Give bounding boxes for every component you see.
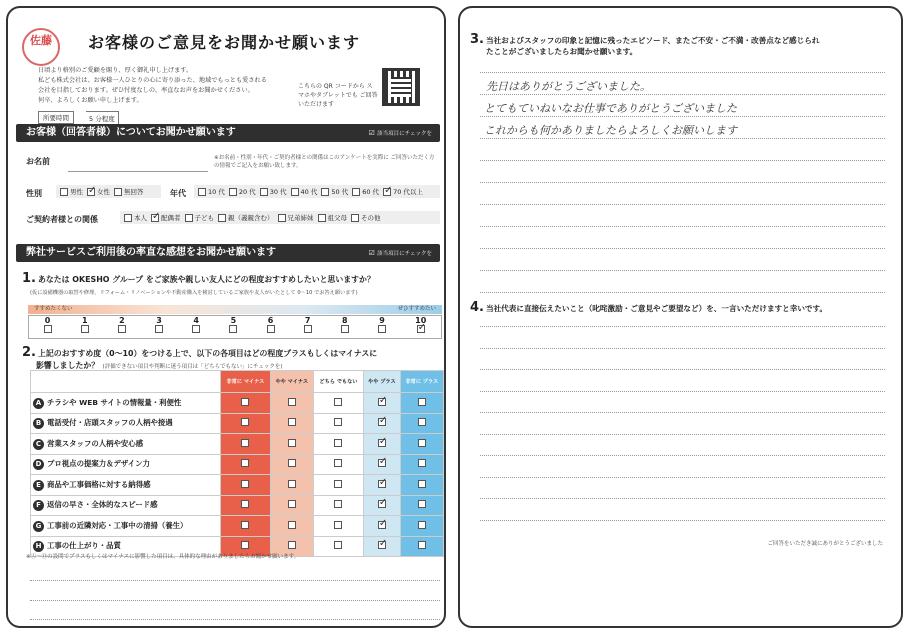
checkbox-icon[interactable] (383, 188, 391, 196)
option-item[interactable] (114, 187, 144, 196)
answer-line[interactable] (480, 326, 885, 327)
checkbox-icon[interactable] (192, 325, 200, 333)
rating-cell[interactable] (270, 434, 313, 455)
checkbox-icon[interactable] (378, 541, 386, 549)
rating-cell[interactable] (400, 434, 443, 455)
rating-cell[interactable] (364, 393, 401, 414)
table-row (31, 393, 444, 414)
option-label: 30 代 (269, 188, 287, 196)
scale-option[interactable] (118, 316, 126, 338)
answer-line[interactable] (480, 498, 885, 499)
answer-line[interactable] (480, 116, 885, 117)
option-label: 男性 (70, 188, 83, 196)
checkbox-icon[interactable] (288, 480, 296, 488)
scale-option[interactable] (341, 316, 349, 338)
rating-cell[interactable] (364, 475, 401, 496)
scale-option[interactable] (229, 316, 237, 338)
option-label: 子ども (194, 214, 214, 222)
checkbox-icon[interactable] (378, 459, 386, 467)
rating-cell[interactable] (221, 434, 271, 455)
checkbox-icon[interactable] (44, 325, 52, 333)
item-label-cell (31, 434, 221, 455)
table-row (31, 434, 444, 455)
answer-line[interactable] (480, 391, 885, 392)
name-label: お名前 (26, 157, 50, 166)
rating-cell[interactable] (270, 413, 313, 434)
footnote: ※Ⓐ〜Ⓗの設問でプラスもしくはマイナスに影響した項目は、具体的な理由がありましたらお聞かせ願います。 (26, 554, 300, 560)
option-item[interactable] (291, 187, 318, 196)
header-blank (31, 371, 221, 393)
item-letter-icon: H (33, 541, 44, 552)
page-title: お客様のご意見をお聞かせ願います (88, 33, 361, 52)
rating-cell[interactable] (221, 516, 271, 537)
q3-number: 3. (470, 32, 484, 47)
checkbox-icon[interactable] (378, 325, 386, 333)
scale-number: 8 (342, 316, 348, 325)
answer-line[interactable] (480, 434, 885, 435)
rating-cell[interactable] (364, 413, 401, 434)
answer-line[interactable] (480, 94, 885, 95)
item-label: チラシや WEB サイトの情報量・利便性 (47, 397, 182, 407)
qr-instructions: こちらの QR コードから スマホやタブレットでも ご回答いただけます (298, 83, 378, 108)
rating-cell[interactable] (221, 495, 271, 516)
item-letter-icon: B (33, 418, 44, 429)
checkbox-icon[interactable] (241, 521, 249, 529)
rating-cell[interactable] (221, 454, 271, 475)
rating-cell[interactable] (364, 495, 401, 516)
scale-number: 1 (81, 316, 88, 325)
rating-cell[interactable] (400, 413, 443, 434)
greeting-text (38, 66, 293, 106)
option-label: 50 代 (331, 188, 349, 196)
rating-cell[interactable] (221, 475, 271, 496)
item-label-cell (31, 393, 221, 414)
option-label: 女性 (97, 188, 110, 196)
rating-cell[interactable] (313, 495, 363, 516)
rating-cell[interactable] (313, 413, 363, 434)
checkbox-icon[interactable] (241, 500, 249, 508)
checkbox-icon[interactable] (334, 398, 342, 406)
table-row (31, 516, 444, 537)
q1-text: あなたは OKESHO グループ をご家族や親しい友人にどの程度おすすめしたいと思いますか？ (37, 275, 375, 284)
rating-cell[interactable] (400, 454, 443, 475)
rating-cell[interactable] (313, 516, 363, 537)
rating-table (30, 370, 444, 557)
item-label-cell (31, 516, 221, 537)
checkbox-icon[interactable] (151, 214, 159, 222)
rating-cell[interactable] (270, 495, 313, 516)
checkbox-icon[interactable] (155, 325, 163, 333)
checkbox-icon[interactable] (304, 325, 312, 333)
q4-title (470, 300, 827, 315)
option-label: 親（義親含む） (228, 214, 274, 222)
greeting-line: 何卒、よろしくお願い申し上げます。 (38, 97, 143, 104)
column-header: やや プラス (364, 371, 401, 393)
scale-option[interactable] (155, 316, 163, 338)
option-item[interactable] (318, 213, 348, 222)
option-label: その他 (361, 214, 381, 222)
option-item[interactable] (124, 213, 147, 222)
option-item[interactable] (60, 187, 83, 196)
option-label: 70 代以上 (393, 188, 423, 196)
answer-line[interactable] (30, 619, 440, 620)
scale-option[interactable] (304, 316, 312, 338)
answer-line[interactable] (480, 292, 885, 293)
rating-cell[interactable] (313, 393, 363, 414)
answer-line[interactable] (480, 477, 885, 478)
section-title: 弊社サービスご利用後の率直な感想をお聞かせ願います (26, 247, 276, 258)
option-label: 60 代 (362, 188, 380, 196)
rating-cell[interactable] (364, 454, 401, 475)
answer-line[interactable] (480, 226, 885, 227)
scale-number: 6 (267, 316, 274, 325)
checkbox-icon[interactable] (260, 188, 268, 196)
checkbox-icon[interactable] (418, 418, 426, 426)
q1-note: (仮に設備機器の取替や修理、リフォーム・リノベーションや不動産購入を検討しているご家族や友人がいたとして 0〜10 でお答え願います) (30, 290, 358, 296)
item-label: プロ視点の提案力＆デザイン力 (47, 459, 150, 469)
item-label-cell (31, 454, 221, 475)
checkbox-icon[interactable] (378, 398, 386, 406)
scale-number: 7 (304, 316, 311, 325)
option-label: 40 代 (300, 188, 318, 196)
checkbox-icon[interactable] (288, 398, 296, 406)
checkbox-icon[interactable] (418, 541, 426, 549)
checkbox-icon[interactable] (267, 325, 275, 333)
scale-number: 10 (415, 316, 427, 325)
checkbox-icon[interactable] (241, 418, 249, 426)
checkbox-icon[interactable] (418, 398, 426, 406)
rating-cell[interactable] (400, 516, 443, 537)
relation-label: ご契約者様との関係 (26, 215, 98, 224)
item-letter-icon: A (33, 398, 44, 409)
option-item[interactable] (218, 213, 274, 222)
checkbox-icon[interactable] (118, 325, 126, 333)
answer-line[interactable] (30, 580, 440, 581)
rating-cell[interactable] (270, 516, 313, 537)
scale-number: 0 (44, 316, 51, 325)
item-label-cell (31, 475, 221, 496)
gender-options (56, 185, 161, 198)
answer-line[interactable] (480, 248, 885, 249)
answer-line[interactable] (480, 412, 885, 413)
checkbox-icon[interactable] (81, 325, 89, 333)
q3-title-line2: たことがございましたらお聞かせ願います。 (486, 47, 638, 56)
handwritten-answer-line: これからも何かありましたらよろしくお願いします (484, 124, 737, 137)
checkbox-icon[interactable] (288, 418, 296, 426)
item-letter-icon: D (33, 459, 44, 470)
checkbox-icon[interactable] (318, 214, 326, 222)
checkbox-icon[interactable] (288, 459, 296, 467)
section-respondent-header (16, 124, 440, 142)
scale-number: 4 (193, 316, 199, 325)
item-label: 商品や工事価格に対する納得感 (47, 479, 151, 489)
scale-high-label: ぜひすすめたい (397, 306, 436, 312)
q2-number: 2. (22, 345, 36, 360)
checkbox-icon[interactable] (114, 188, 122, 196)
option-item[interactable] (260, 187, 287, 196)
checkbox-icon[interactable] (378, 480, 386, 488)
checkbox-icon[interactable] (334, 418, 342, 426)
checkbox-icon[interactable] (418, 500, 426, 508)
time-value: 5 分程度 (86, 111, 119, 126)
seal-stamp: 佐藤 (22, 28, 60, 66)
item-letter-icon: E (33, 480, 44, 491)
option-label: 10 代 (208, 188, 225, 196)
item-label-cell (31, 495, 221, 516)
scale-option[interactable] (267, 316, 275, 338)
scale-number: 3 (156, 316, 162, 325)
table-header-row (31, 371, 444, 393)
checkbox-icon[interactable] (229, 188, 237, 196)
checkbox-icon[interactable] (241, 480, 249, 488)
checkbox-icon[interactable] (334, 480, 342, 488)
answer-line[interactable] (480, 369, 885, 370)
column-header: 非常に プラス (400, 371, 443, 393)
item-letter-icon: G (33, 521, 44, 532)
recommend-scale (28, 315, 442, 339)
name-note: ※お名前・性別・年代・ご契約者様との関係はこのアンケートを実際に ご回答いただく方の情報でご記入をお願い致します。 (214, 155, 435, 169)
scale-number: 9 (379, 316, 385, 325)
rating-cell[interactable] (270, 475, 313, 496)
option-item[interactable] (87, 187, 110, 196)
scale-option[interactable] (44, 316, 52, 338)
checkbox-icon[interactable] (288, 541, 296, 549)
name-field[interactable] (68, 171, 208, 172)
section-title: お客様（回答者様）についてお聞かせ願います (26, 127, 236, 138)
rating-cell[interactable] (400, 393, 443, 414)
scale-option[interactable] (192, 316, 200, 338)
checkbox-icon[interactable] (291, 188, 299, 196)
checkbox-icon[interactable] (417, 325, 425, 333)
item-label: 返信の早さ・全体的なスピード感 (47, 500, 158, 510)
scale-option[interactable] (81, 316, 89, 338)
scale-number: 5 (230, 316, 237, 325)
answer-line[interactable] (30, 600, 440, 601)
checkbox-icon[interactable] (218, 214, 226, 222)
answer-line[interactable] (480, 160, 885, 161)
checkbox-icon[interactable] (288, 521, 296, 529)
checkbox-icon[interactable] (87, 188, 95, 196)
option-label: 配偶者 (161, 214, 181, 222)
checkbox-icon[interactable] (60, 188, 68, 196)
age-label: 年代 (170, 189, 186, 198)
table-row (31, 495, 444, 516)
option-label: 無回答 (124, 188, 144, 196)
item-label: 工事の仕上がり・品質 (47, 541, 121, 551)
checkbox-icon[interactable] (352, 188, 360, 196)
item-label: 電話受付・店頭スタッフの人柄や接遇 (47, 418, 173, 428)
rating-cell[interactable] (313, 434, 363, 455)
checkbox-icon[interactable] (418, 439, 426, 447)
checkbox-icon[interactable] (278, 214, 286, 222)
q1-number: 1. (22, 271, 36, 286)
checkbox-icon[interactable] (334, 459, 342, 467)
scale-number: 2 (119, 316, 125, 325)
rating-cell[interactable] (221, 393, 271, 414)
table-row (31, 413, 444, 434)
option-item[interactable] (351, 213, 381, 222)
rating-cell[interactable] (364, 516, 401, 537)
answer-line[interactable] (480, 348, 885, 349)
handwritten-answer-line: 先日はありがとうございました。 (486, 80, 651, 93)
table-row (31, 475, 444, 496)
table-row (31, 454, 444, 475)
item-label: 営業スタッフの人柄や安心感 (47, 438, 144, 448)
q4-text: 当社代表に直接伝えたいこと（叱咤激励・ご意見やご要望など）を、一言いただけますと幸いです。 (485, 304, 828, 313)
checkbox-icon[interactable] (378, 418, 386, 426)
answer-line[interactable] (480, 138, 885, 139)
option-item[interactable] (229, 187, 256, 196)
check-note: ☑ 該当項目にチェックを (369, 244, 432, 263)
checkbox-icon[interactable] (418, 459, 426, 467)
time-label: 所要時間 (38, 111, 74, 124)
option-item[interactable] (198, 187, 225, 196)
relation-options (120, 211, 440, 224)
rating-cell[interactable] (270, 393, 313, 414)
item-label: 工事前の近隣対応・工事中の清掃（養生） (47, 520, 188, 530)
checkbox-icon[interactable] (288, 439, 296, 447)
rating-cell[interactable] (313, 475, 363, 496)
item-letter-icon: C (33, 439, 44, 450)
q2-title (22, 345, 446, 360)
q3-title (470, 32, 819, 47)
handwritten-answer-line: とてもていねいなお仕事でありがとうございました (484, 102, 737, 115)
checkbox-icon[interactable] (378, 439, 386, 447)
rating-cell[interactable] (270, 454, 313, 475)
checkbox-icon[interactable] (418, 480, 426, 488)
right-page (458, 6, 903, 628)
qr-code-icon[interactable] (382, 68, 420, 106)
column-header: 非常に マイナス (221, 371, 271, 393)
checkbox-icon[interactable] (124, 214, 132, 222)
q2-text: 上記のおすすめ度（0〜10）をつける上で、以下の各項目はどの程度プラスもしくはマイナスに (37, 349, 378, 358)
option-item[interactable] (321, 187, 348, 196)
checkbox-icon[interactable] (198, 188, 206, 196)
scale-gradient (28, 305, 442, 314)
checkbox-icon[interactable] (185, 214, 193, 222)
option-label: 本人 (134, 214, 147, 222)
answer-line[interactable] (480, 72, 885, 73)
checkbox-icon[interactable] (241, 439, 249, 447)
rating-cell[interactable] (400, 475, 443, 496)
q2-note: (評価できない項目や判断に迷う項目は「どちらでもない」にチェックを) (102, 364, 283, 370)
column-header: どちら でもない (313, 371, 363, 393)
rating-cell[interactable] (313, 454, 363, 475)
closing-message: ご回答をいただき誠にありがとうございました (767, 541, 883, 547)
checkbox-icon[interactable] (378, 500, 386, 508)
rating-cell[interactable] (364, 434, 401, 455)
option-item[interactable] (383, 187, 423, 196)
checkbox-icon[interactable] (334, 439, 342, 447)
option-item[interactable] (278, 213, 314, 222)
option-item[interactable] (151, 213, 181, 222)
scale-low-label: すすめたくない (34, 306, 73, 312)
answer-line[interactable] (480, 455, 885, 456)
option-item[interactable] (185, 213, 215, 222)
answer-line[interactable] (480, 204, 885, 205)
checkbox-icon[interactable] (341, 325, 349, 333)
option-label: 20 代 (238, 188, 256, 196)
option-label: 兄弟姉妹 (287, 214, 314, 222)
checkbox-icon[interactable] (334, 521, 342, 529)
rating-cell[interactable] (400, 495, 443, 516)
scale-option[interactable] (415, 316, 426, 338)
item-label-cell (31, 413, 221, 434)
checkbox-icon[interactable] (378, 521, 386, 529)
checkbox-icon[interactable] (351, 214, 359, 222)
checkbox-icon[interactable] (241, 398, 249, 406)
option-label: 祖父母 (327, 214, 347, 222)
q1-title (22, 271, 446, 286)
greeting-line: 会社を目指しております。ぜひ忖度なしの、率直なお声をお聞かせください。 (38, 87, 254, 94)
checkbox-icon[interactable] (241, 459, 249, 467)
q4-number: 4. (470, 300, 484, 315)
scale-option[interactable] (378, 316, 386, 338)
checkbox-icon[interactable] (334, 541, 342, 549)
age-options (194, 185, 440, 198)
section-service-header (16, 244, 440, 262)
answer-line[interactable] (480, 182, 885, 183)
checkbox-icon[interactable] (241, 541, 249, 549)
checkbox-icon[interactable] (321, 188, 329, 196)
checkbox-icon[interactable] (288, 500, 296, 508)
checkbox-icon[interactable] (229, 325, 237, 333)
answer-line[interactable] (480, 520, 885, 521)
option-item[interactable] (352, 187, 379, 196)
check-note: ☑ 該当項目にチェックを (369, 124, 432, 143)
rating-cell[interactable] (221, 413, 271, 434)
gender-label: 性別 (26, 189, 42, 198)
greeting-line: 私ども株式会社は、お客様一人ひとりの心に寄り添った、地域でもっとも愛される (38, 77, 267, 84)
q3-text: 当社およびスタッフの印象と記憶に残ったエピソード、またご不安・ご不満・改善点など感じられ (485, 36, 820, 45)
greeting-line: 日頃より格別のご愛顧を賜り、厚く御礼申し上げます。 (38, 67, 193, 74)
checkbox-icon[interactable] (334, 500, 342, 508)
item-letter-icon: F (33, 500, 44, 511)
column-header: やや マイナス (270, 371, 313, 393)
left-page (6, 6, 446, 628)
answer-line[interactable] (480, 270, 885, 271)
q2-text-2: 影響しましたか？ (36, 361, 100, 370)
checkbox-icon[interactable] (418, 521, 426, 529)
